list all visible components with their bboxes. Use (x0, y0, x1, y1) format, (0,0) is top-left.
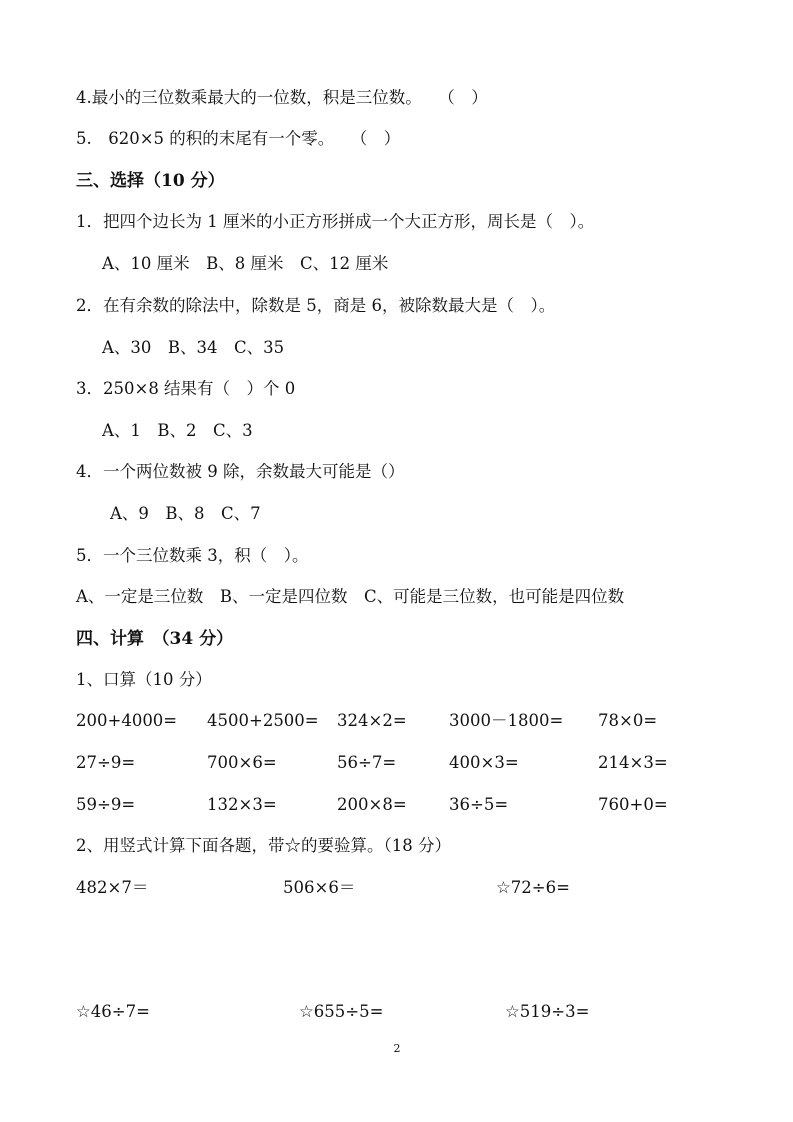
oral-item: 700×6= (207, 753, 277, 772)
vertical-calc-item: ☆655÷5= (299, 1002, 384, 1021)
oral-item: 78×0= (598, 711, 658, 730)
choice-question-1: 1．把四个边长为 1 厘米的小正方形拼成一个大正方形，周长是（ ）。 (76, 212, 595, 231)
vertical-calc-item: ☆72÷6= (496, 878, 570, 897)
vertical-calc-title: 2、用竖式计算下面各题，带☆的要验算。（18 分） (76, 836, 451, 855)
oral-item: 36÷5= (449, 795, 509, 814)
oral-item: 200+4000= (76, 711, 178, 730)
oral-calc-title: 1、口算（10 分） (76, 670, 212, 689)
oral-item: 400×3= (449, 753, 519, 772)
oral-item: 3000－1800= (449, 711, 564, 730)
section-calc-heading: 四、计算 （34 分） (76, 629, 234, 649)
section-choice-heading: 三、选择（10 分） (76, 171, 225, 191)
choice-question-1-options: A、10 厘米 B、8 厘米 C、12 厘米 (102, 254, 389, 273)
oral-item: 4500+2500= (207, 711, 319, 730)
choice-question-3-options: A、1 B、2 C、3 (102, 421, 253, 440)
oral-item: 27÷9= (76, 753, 136, 772)
choice-question-2-options: A、30 B、34 C、35 (102, 338, 285, 357)
choice-question-3: 3．250×8 结果有（ ）个 0 (76, 379, 296, 398)
oral-item: 200×8= (337, 795, 407, 814)
page-number: 2 (393, 1042, 401, 1055)
choice-question-4-options: A、9 B、8 C、7 (110, 504, 261, 523)
choice-question-2: 2．在有余数的除法中，除数是 5，商是 6，被除数最大是（ ）。 (76, 296, 556, 315)
oral-item: 760+0= (598, 795, 668, 814)
vertical-calc-item: 482×7＝ (76, 878, 149, 897)
choice-question-5-options: A、一定是三位数 B、一定是四位数 C、可能是三位数，也可能是四位数 (76, 587, 625, 606)
oral-item: 214×3= (598, 753, 668, 772)
vertical-calc-item: ☆519÷3= (505, 1002, 590, 1021)
judge-question-4: 4.最小的三位数乘最大的一位数，积是三位数。 （ ） (76, 88, 488, 107)
choice-question-5: 5．一个三位数乘 3，积（ ）。 (76, 546, 309, 565)
oral-item: 324×2= (337, 711, 407, 730)
vertical-calc-item: ☆46÷7= (76, 1002, 150, 1021)
choice-question-4: 4．一个两位数被 9 除，余数最大可能是（） (76, 462, 405, 481)
oral-item: 56÷7= (337, 753, 397, 772)
oral-item: 132×3= (207, 795, 277, 814)
oral-item: 59÷9= (76, 795, 136, 814)
vertical-calc-item: 506×6＝ (283, 878, 356, 897)
judge-question-5: 5. 620×5 的积的末尾有一个零。 （ ） (76, 129, 401, 148)
